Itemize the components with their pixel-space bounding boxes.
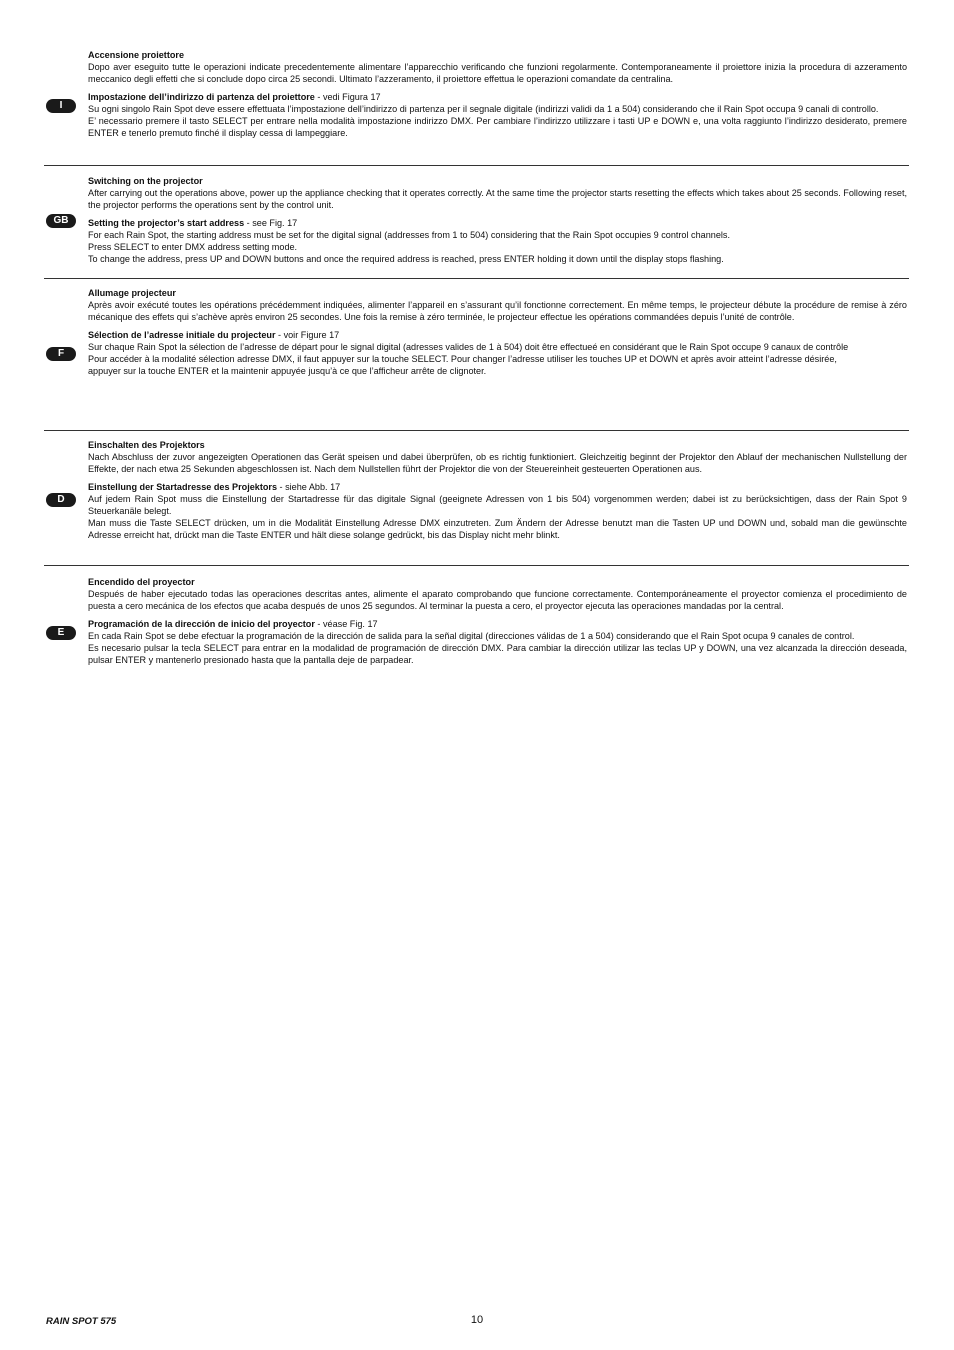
section-content-es: [88, 576, 907, 666]
section-content-de: [88, 439, 907, 542]
subheading-title-de: Einstellung der Startadresse des Projektors: [88, 481, 278, 492]
section-german: [44, 430, 909, 565]
paragraph-address-it: Su ogni singolo Rain Spot deve essere effettuata l’impostazione dell’indirizzo di partenza per il segnale digitale (indirizzi validi da 1 a 504) considerando che il Rain Spot occupa 9 canali di controllo.: [88, 103, 879, 114]
subheading-start-address-fr: [88, 329, 907, 341]
section-spanish: [44, 565, 909, 706]
section-content-it: [88, 49, 907, 139]
figure-reference-it: - vedi Figura 17: [314, 91, 381, 102]
subheading-start-address-es: [88, 618, 907, 630]
language-badge-e: E: [46, 626, 76, 640]
paragraph-select-gb: Press SELECT to enter DMX address setting mode.: [88, 242, 298, 253]
paragraph-address-de: Auf jedem Rain Spot muss die Einstellung der Startadresse für das digitale Signal (geeignete Adressen von 1 bis 504) vorgenommen werden; dabei ist zu berücksichtigen, dass der Rain Spot 9 Steuerkanäle belegt.: [88, 493, 907, 517]
section-content-fr: [88, 287, 907, 377]
paragraph-select-fr: Pour accéder à la modalité sélection adresse DMX, il faut appuyer sur la touche SELECT. Pour changer l’adresse utiliser les touches UP et DOWN et après avoir atteint l’adresse désirée,: [88, 354, 837, 365]
paragraph-change-address-gb: To change the address, press UP and DOWN buttons and once the required address is reached, press ENTER holding it down until the display stops flashing.: [88, 254, 724, 265]
paragraph-address-fr: Sur chaque Rain Spot la sélection de l’adresse de départ pour le signal digital (adresses valides de 1 à 504) doit être effectueé en considérant que le Rain Spot occupe 9 canaux de contrôle: [88, 341, 849, 352]
heading-power-on-es: Encendido del proyector: [88, 577, 195, 587]
paragraph-power-on-es: Después de haber ejecutado todas las operaciones descritas antes, alimente el aparato comprobando que funcione correctamente. Contemporáneamente el proyector comienza el procedimiento de puesta a cero mecánica de los efectos que acaba después de unos 25 segundos. Al terminar la puesta a cero, el proyector ejecuta las operaciones mandadas por la central.: [88, 589, 907, 612]
subheading-start-address-gb: [88, 217, 907, 229]
paragraph-select-es: Es necesario pulsar la tecla SELECT para entrar en la modalidad de programación de dirección DMX. Para cambiar la dirección utilizar las teclas UP y DOWN, una vez alcanzada la dirección deseada, pulsar ENTER y mantenerlo presionado hasta que la pantalla deje de parpadear.: [88, 643, 907, 666]
paragraph-address-es: En cada Rain Spot se debe efectuar la programación de la dirección de salida para la señal digital (direcciones válidas de 1 a 504) considerando que el Rain Spot ocupa 9 canales de control.: [88, 630, 855, 641]
section-french: [44, 278, 909, 430]
language-badge-gb: GB: [46, 214, 76, 228]
paragraph-enter-fr: appuyer sur la touche ENTER et la maintenir appuyée jusqu’à ce que l’afficheur arrête de clignoter.: [88, 366, 487, 377]
heading-power-on-de: Einschalten des Projektors: [88, 440, 205, 450]
footer-product-name: RAIN SPOT 575: [46, 1316, 117, 1327]
paragraph-select-it: E’ necessario premere il tasto SELECT per entrare nella modalità impostazione indirizzo DMX. Per cambiare l’indirizzo utilizzare i tasti UP e DOWN e, una volta raggiunto l’indirizzo desiderato, premere ENTER e tenerlo premuto finché il display cessa di lampeggiare.: [88, 116, 907, 139]
subheading-title-gb: Setting the projector’s start address: [88, 217, 245, 228]
subheading-start-address-it: [88, 91, 907, 103]
paragraph-power-on-de: Nach Abschluss der zuvor angezeigten Operationen das Gerät speisen und dabei überprüfen, ob es richtig funktioniert. Gleichzeitig beginnt der Projektor den Ablauf der mechanischen Nullstellung der Effekte, der nach etwa 25 Sekunden abgeschlossen ist. Nach dem Nullstellen führt der Projektor die von der Steuereinheit gesteuerten Operationen aus.: [88, 452, 907, 475]
paragraph-power-on-gb: After carrying out the operations above, power up the appliance checking that it operates correctly. At the same time the projector starts resetting the effects which takes about 25 seconds. Following reset, the projector performs the operations sent by the control unit.: [88, 188, 907, 211]
language-badge-f: F: [46, 347, 76, 361]
heading-power-on-it: Accensione proiettore: [88, 50, 185, 60]
subheading-title-fr: Sélection de l’adresse initiale du projecteur: [88, 329, 276, 340]
figure-reference-gb: - see Fig. 17: [244, 217, 298, 228]
section-content-gb: [88, 175, 907, 265]
section-english: [44, 165, 909, 278]
heading-power-on-fr: Allumage projecteur: [88, 288, 176, 298]
paragraph-select-de: Man muss die Taste SELECT drücken, um in die Modalität Einstellung Adresse DMX einzutreten. Zum Ändern der Adresse benutzt man die Tasten UP und DOWN und, sobald man die gewünschte Adresse erreicht hat, drückt man die Taste ENTER und hält diese solange gedrückt, bis das Display nicht mehr blinkt.: [88, 518, 907, 541]
figure-reference-de: - siehe Abb. 17: [277, 481, 341, 492]
paragraph-power-on-it: Dopo aver eseguito tutte le operazioni indicate precedentemente alimentare l’apparecchio verificando che funzioni regolarmente. Contemporaneamente il proiettore inizia la procedura di azzeramento meccanico degli effetti che si conclude dopo circa 25 secondi. Ultimato l’azzeramento, il proiettore effettua le operazioni comandate da centralina.: [88, 62, 907, 85]
language-badge-it: I: [46, 99, 76, 113]
section-italian: [44, 44, 909, 164]
heading-power-on-gb: Switching on the projector: [88, 176, 203, 186]
language-badge-d: D: [46, 493, 76, 507]
figure-reference-fr: - voir Figure 17: [275, 329, 340, 340]
subheading-title-es: Programación de la dirección de inicio del proyector: [88, 618, 315, 629]
paragraph-address-gb: For each Rain Spot, the starting address must be set for the digital signal (addresses from 1 to 504) considering that the Rain Spot occupies 9 control channels.: [88, 229, 730, 240]
paragraph-power-on-fr: Après avoir exécuté toutes les opérations précédemment indiquées, alimenter l’appareil en s’assurant qu’il fonctionne correctement. En même temps, le projecteur débute la procédure de remise à zéro mécanique des effets qui s’achève après environ 25 secondes. Une fois la remise à zéro terminée, le projecteur effectue les opérations commandées depuis l’unité de contrôle.: [88, 300, 907, 323]
subheading-start-address-de: [88, 481, 907, 493]
page-number: 10: [470, 1314, 484, 1326]
figure-reference-es: - véase Fig. 17: [314, 618, 378, 629]
subheading-title-it: Impostazione dell’indirizzo di partenza del proiettore: [88, 91, 315, 102]
